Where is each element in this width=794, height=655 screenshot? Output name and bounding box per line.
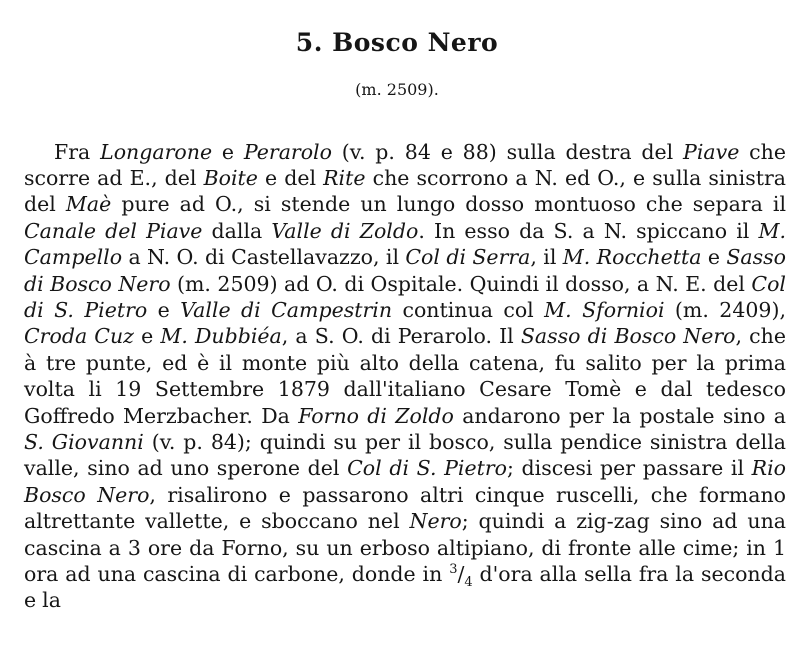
text-run: (v. p. 84); quindi su per il bosco, sulla pendice sinistra della valle, sino ad uno sperone del	[24, 429, 786, 481]
text-run: e	[701, 245, 727, 270]
place-name: Sasso di Bosco Nero	[520, 324, 736, 349]
text-run: (v. p. 84 e 88) sulla destra del	[331, 139, 684, 164]
text-run: , il	[530, 245, 563, 270]
place-name: Piave	[683, 139, 740, 164]
place-name: Nero	[409, 509, 462, 534]
fraction-denominator: 4	[464, 575, 473, 591]
text-run: pure ad O., si stende un lungo dosso montuoso che separa il	[111, 192, 787, 217]
text-run: d'ora alla sella fra la seconda e la	[24, 562, 786, 613]
place-name: Longarone	[100, 139, 213, 164]
text-run: Fra	[54, 139, 101, 164]
place-name: M. Campello	[24, 218, 786, 270]
text-run: che scorre ad E., del	[24, 139, 786, 190]
text-run: , che à tre punte, ed è il monte più alto della catena, fu salito per la prima volta li 19 Settembre 1879 dall'italiano Cesare Tomè e dal tedesco Goffredo Merzbacher. Da	[24, 324, 786, 428]
place-name: Rite	[323, 165, 366, 190]
place-name: Col di S. Pietro	[347, 456, 507, 481]
text-run: e	[133, 324, 161, 349]
place-name: Croda Cuz	[24, 324, 134, 349]
text-run: ; discesi per passare il	[506, 456, 752, 481]
body-paragraph	[24, 139, 786, 614]
place-name: Canale del Piave	[24, 218, 203, 243]
elevation-subtitle: (m. 2509).	[355, 80, 439, 99]
place-name: Valle di Campestrin	[180, 297, 393, 322]
place-name: Sasso di Bosco Nero	[24, 245, 786, 296]
place-name: S. Giovanni	[24, 429, 144, 454]
place-name: Boite	[203, 165, 258, 190]
place-name: Forno di Zoldo	[298, 403, 454, 428]
text-run: continua col	[392, 297, 545, 322]
fraction-slash: /	[457, 562, 465, 586]
text-run: ; quindi a zig-zag sino ad una cascina a 3 ore da Forno, su un erboso altipiano, di fronte alle cime; in 1 ora ad una cascina di carbone, donde in	[24, 509, 786, 586]
text-run: , a S. O. di Perarolo. Il	[281, 324, 521, 349]
text-run: che scorrono a N. ed O., e sulla sinistra del	[24, 165, 786, 217]
place-name: M. Sfornioi	[544, 297, 665, 322]
fraction-numerator: 3	[449, 562, 458, 578]
place-name: Valle di Zoldo	[271, 218, 419, 243]
place-name: Perarolo	[243, 139, 332, 164]
place-name: Col di Serra	[405, 245, 531, 270]
text-run: (m. 2409),	[664, 297, 786, 322]
text-run: e	[147, 297, 181, 322]
place-name: M. Rocchetta	[562, 245, 702, 270]
text-run: a N. O. di Castellavazzo, il	[122, 245, 406, 270]
place-name: M. Dubbiéa	[160, 324, 282, 349]
place-name: Col di S. Pietro	[24, 271, 786, 322]
text-run: , risalirono e passarono altri cinque ruscelli, che formano altrettante vallette, e sboccano nel	[24, 482, 786, 534]
place-name: Rio Bosco Nero	[24, 456, 786, 507]
text-run: andarono per la postale sino a	[453, 403, 786, 428]
text-run: (m. 2509) ad O. di Ospitale. Quindi il dosso, a N. E. del	[170, 271, 752, 296]
chapter-title: 5. Bosco Nero	[295, 28, 499, 57]
text-run: dalla	[202, 218, 272, 243]
text-run: . In esso da S. a N. spiccano il	[418, 218, 759, 243]
text-run: e del	[257, 165, 324, 190]
text-run: e	[212, 139, 244, 164]
place-name: Maè	[65, 192, 112, 217]
